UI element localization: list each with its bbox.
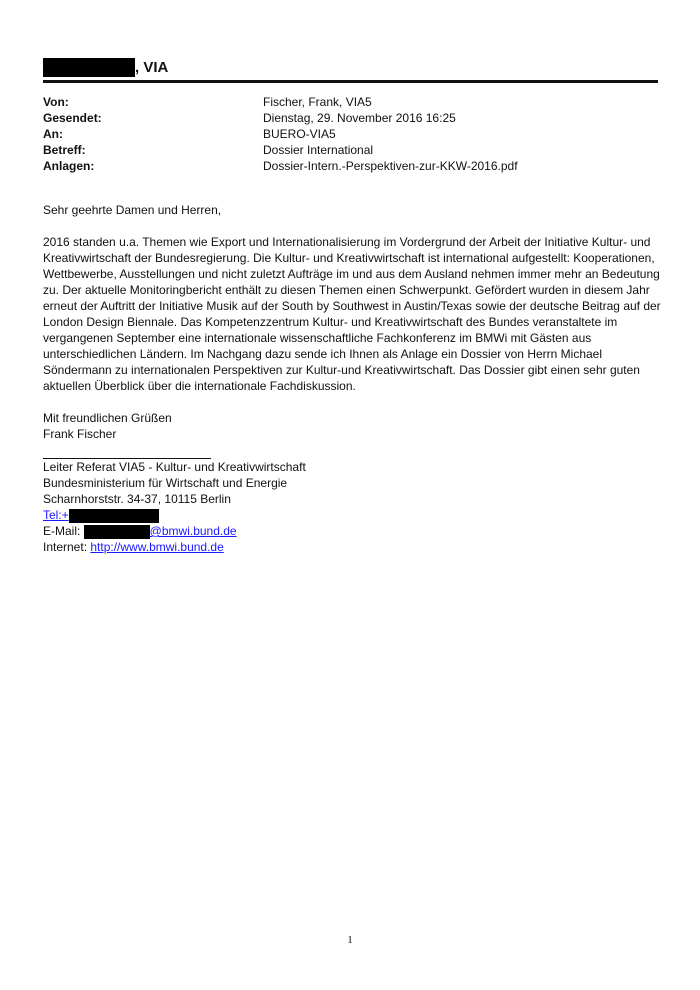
email-body xyxy=(43,202,661,555)
meta-label: Gesendet: xyxy=(43,111,102,125)
email-header-bar xyxy=(43,58,658,83)
signature-phone xyxy=(43,507,661,523)
phone-link[interactable]: Tel:+ xyxy=(43,508,69,522)
page-number: 1 xyxy=(347,934,353,946)
internet-label: Internet: xyxy=(43,540,91,554)
greeting: Sehr geehrte Damen und Herren, xyxy=(43,203,222,217)
meta-row-subject xyxy=(43,142,658,158)
meta-row-sent xyxy=(43,110,658,126)
meta-value: Fischer, Frank, VIA5 xyxy=(263,95,372,109)
redacted-phone-number xyxy=(69,509,159,523)
signature-internet xyxy=(43,539,661,555)
redacted-sender-name xyxy=(43,58,135,77)
meta-value: Dienstag, 29. November 2016 16:25 xyxy=(263,111,456,125)
email-link[interactable]: @bmwi.bund.de xyxy=(149,524,237,538)
meta-label: Anlagen: xyxy=(43,159,95,173)
signature-email xyxy=(43,523,661,539)
closing: Mit freundlichen Grüßen xyxy=(43,411,172,425)
meta-row-attachments xyxy=(43,158,658,174)
signature-divider xyxy=(43,444,211,459)
website-link[interactable]: http://www.bmwi.bund.de xyxy=(90,540,224,554)
attachment-filename[interactable]: Dossier-Intern.-Perspektiven-zur-KKW-2016.pdf xyxy=(263,159,518,173)
meta-label: Von: xyxy=(43,95,69,109)
meta-row-from xyxy=(43,94,658,110)
signature-ministry: Bundesministerium für Wirtschaft und Energie xyxy=(43,476,288,490)
email-label: E-Mail: xyxy=(43,524,84,538)
signature-address: Scharnhorststr. 34-37, 10115 Berlin xyxy=(43,492,231,506)
sender-name: Frank Fischer xyxy=(43,427,117,441)
meta-value: Dossier International xyxy=(263,143,374,157)
meta-value: BUERO-VIA5 xyxy=(263,127,336,141)
signature-title: Leiter Referat VIA5 - Kultur- und Kreativwirtschaft xyxy=(43,460,306,474)
meta-row-to xyxy=(43,126,658,142)
redacted-email-local-part xyxy=(84,525,150,539)
meta-label: An: xyxy=(43,127,63,141)
email-metadata xyxy=(43,94,658,174)
meta-label: Betreff: xyxy=(43,143,86,157)
sender-department: , VIA xyxy=(135,59,169,76)
body-paragraph: 2016 standen u.a. Themen wie Export und Internationalisierung im Vordergrund der Arbeit der Initiative Kultur- und Kreativwirtschaft der Bundesregierung. Die Kultur- und Kreativwirtschaft ist international aufgestellt: Kooperationen, Wettbewerbe, Ausstellungen und nicht zuletzt Aufträge im und aus dem Ausland nehmen immer mehr an Bedeutung zu. Der aktuelle Monitoringbericht enthält zu diesen Themen einen Schwerpunkt. Gefördert wurden in diesem Jahr erneut der Auftritt der Initiative Musik auf der South by Southwest in Austin/Texas sowie der deutsche Beitrag auf der London Design Biennale. Das Kompetenzzentrum Kultur- und Kreativwirtschaft des Bundes veranstaltete im vergangenen September eine internationale wissenschaftliche Fachkonferenz im BMWi mit Gästen aus unterschiedlichen Ländern. Im Nachgang dazu sende ich Ihnen als Anlage ein Dossier von Herrn Michael Söndermann zu internationalen Perspektiven zur Kultur-und Kreativwirtschaft. Das Dossier gibt einen sehr guten aktuellen Überblick über die internationale Fachdiskussion. xyxy=(43,235,661,393)
